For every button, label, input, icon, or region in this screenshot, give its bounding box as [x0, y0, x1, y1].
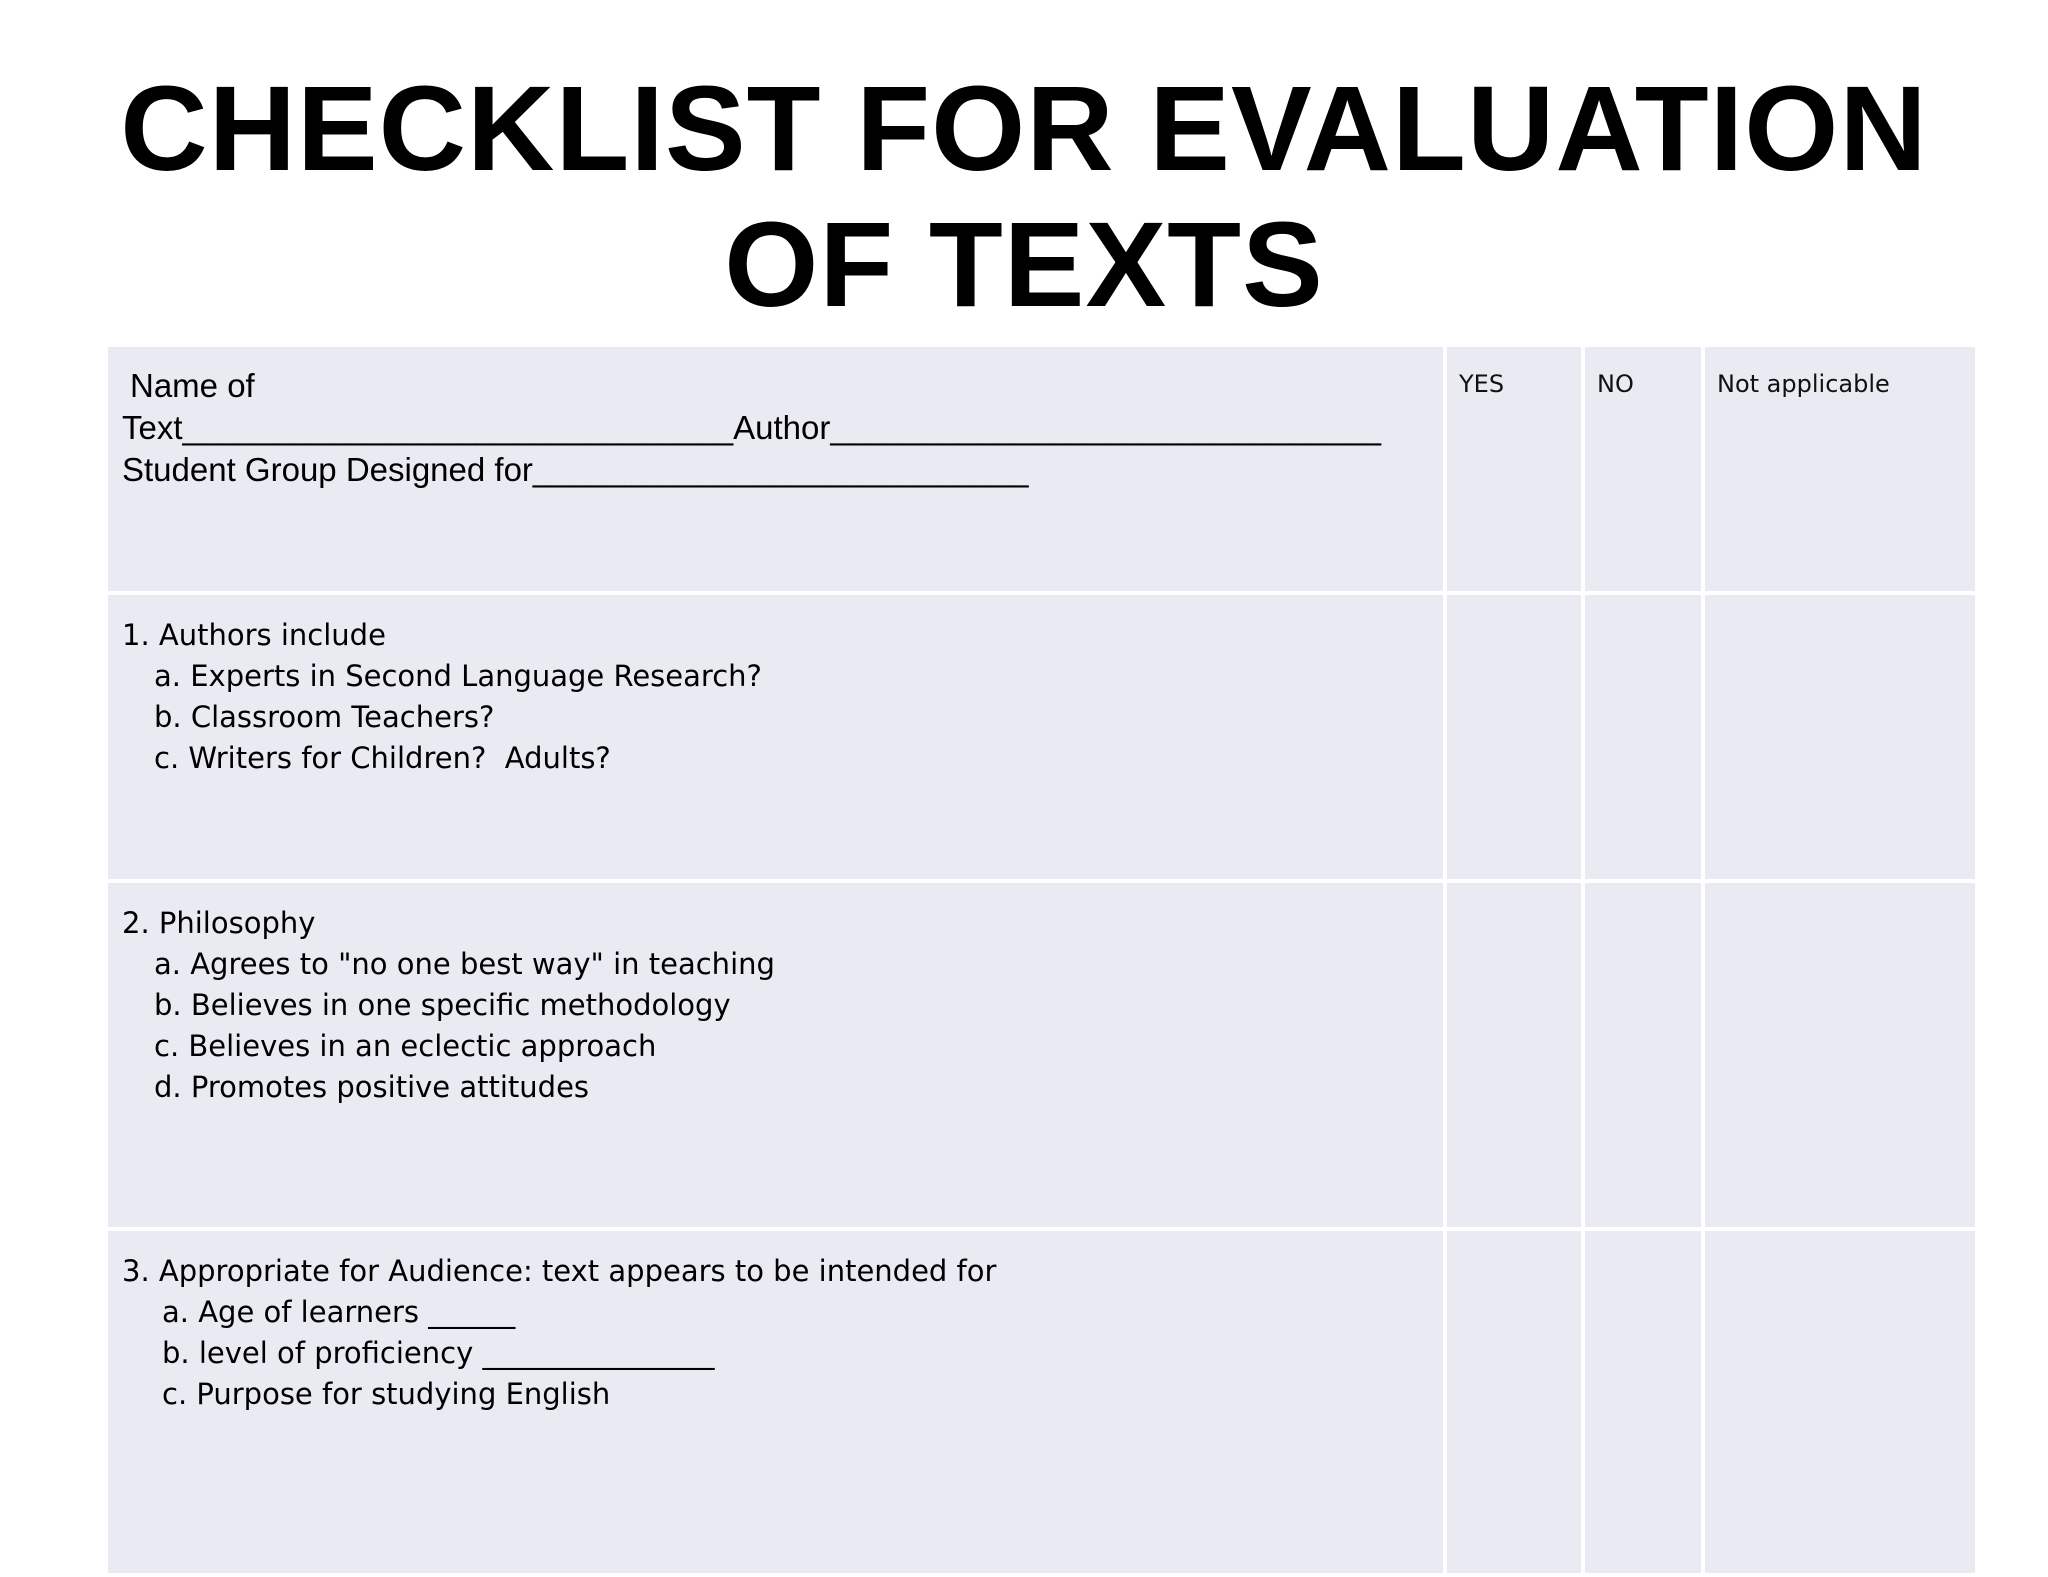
item-criterion: a. Agrees to "no one best way" in teaching: [154, 947, 775, 981]
no-cell[interactable]: [1583, 593, 1703, 881]
not-applicable-column-header: Not applicable: [1703, 345, 1977, 593]
not-applicable-cell[interactable]: [1703, 1229, 1977, 1575]
checklist-item-authors: [106, 593, 1445, 881]
table-row: [106, 593, 1977, 881]
text-info-cell: [106, 345, 1445, 593]
item-criterion: c. Purpose for studying English: [162, 1377, 611, 1411]
table-row: [106, 881, 1977, 1229]
no-cell[interactable]: [1583, 1229, 1703, 1575]
text-author-fill-line[interactable]: Text______________________________Author______________________________: [122, 409, 1381, 446]
slide-title-line-1: CHECKLIST FOR EVALUATION: [120, 60, 1928, 196]
checklist-item-audience: [106, 1229, 1445, 1575]
no-column-header: NO: [1583, 345, 1703, 593]
no-cell[interactable]: [1583, 881, 1703, 1229]
yes-cell[interactable]: [1445, 593, 1583, 881]
item-criterion: a. Experts in Second Language Research?: [154, 659, 762, 693]
slide-title-line-2: OF TEXTS: [724, 196, 1324, 332]
item-title: 3. Appropriate for Audience: text appears to be intended for: [122, 1254, 997, 1288]
slide-title: [0, 60, 2048, 332]
item-criterion: c. Writers for Children? Adults?: [154, 741, 611, 775]
table-row: [106, 1229, 1977, 1575]
item-title: 1. Authors include: [122, 618, 386, 652]
checklist-item-philosophy: [106, 881, 1445, 1229]
student-group-fill-line[interactable]: Student Group Designed for___________________________: [122, 451, 1029, 488]
item-title: 2. Philosophy: [122, 906, 316, 940]
not-applicable-cell[interactable]: [1703, 881, 1977, 1229]
evaluation-checklist-table: [104, 343, 1979, 1577]
item-criterion: d. Promotes positive attitudes: [154, 1070, 590, 1104]
yes-column-header: YES: [1445, 345, 1583, 593]
not-applicable-cell[interactable]: [1703, 593, 1977, 881]
table-header-row: [106, 345, 1977, 593]
item-criterion[interactable]: b. level of proficiency ________________: [162, 1336, 715, 1370]
item-criterion: c. Believes in an eclectic approach: [154, 1029, 657, 1063]
name-of-text-label: Name of: [130, 367, 255, 404]
yes-cell[interactable]: [1445, 881, 1583, 1229]
item-criterion: b. Classroom Teachers?: [154, 700, 495, 734]
item-criterion[interactable]: a. Age of learners ______: [162, 1295, 516, 1329]
item-criterion: b. Believes in one specific methodology: [154, 988, 731, 1022]
yes-cell[interactable]: [1445, 1229, 1583, 1575]
